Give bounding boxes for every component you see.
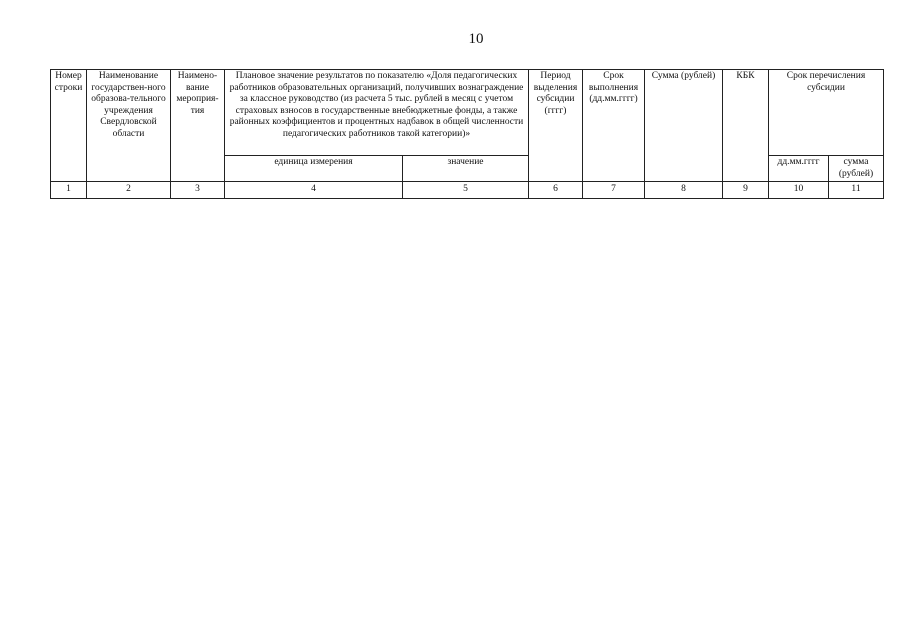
header-deadline: Срок выполнения (дд.мм.гггг)	[583, 70, 645, 182]
header-transfer-term: Срок перечисления субсидии	[769, 70, 884, 156]
header-measure-name: Наимено-вание мероприя-тия	[171, 70, 225, 182]
header-planned-value: Плановое значение результатов по показателю «Доля педагогических работников образовательных организаций, получивших вознаграждение за классное руководство (из расчета 5 тыс. рублей в месяц с учетом страховых взносов в государственные внебюджетные фонды, а также районных коэффициентов и процентных надбавок в общей численности педагогических работников такой категории)»	[225, 70, 529, 156]
subsidy-table	[50, 69, 884, 199]
header-row-main	[51, 70, 884, 156]
header-amount: Сумма (рублей)	[645, 70, 723, 182]
page-number: 10	[468, 31, 484, 47]
column-number-row	[51, 182, 884, 199]
column-number: 4	[225, 182, 403, 199]
header-value: значение	[403, 156, 529, 182]
header-transfer-amount: сумма (рублей)	[829, 156, 884, 182]
column-number: 2	[87, 182, 171, 199]
column-number: 10	[769, 182, 829, 199]
column-number: 7	[583, 182, 645, 199]
column-number: 3	[171, 182, 225, 199]
column-number: 8	[645, 182, 723, 199]
column-number: 6	[529, 182, 583, 199]
header-transfer-date: дд.мм.гггг	[769, 156, 829, 182]
header-kbk: КБК	[723, 70, 769, 182]
column-number: 9	[723, 182, 769, 199]
header-institution-name: Наименование государствен-ного образова-тельного учреждения Свердловской области	[87, 70, 171, 182]
header-subsidy-period: Период выделения субсидии (гггг)	[529, 70, 583, 182]
header-row-number: Номер строки	[51, 70, 87, 182]
header-unit: единица измерения	[225, 156, 403, 182]
column-number: 1	[51, 182, 87, 199]
column-number: 11	[829, 182, 884, 199]
column-number: 5	[403, 182, 529, 199]
